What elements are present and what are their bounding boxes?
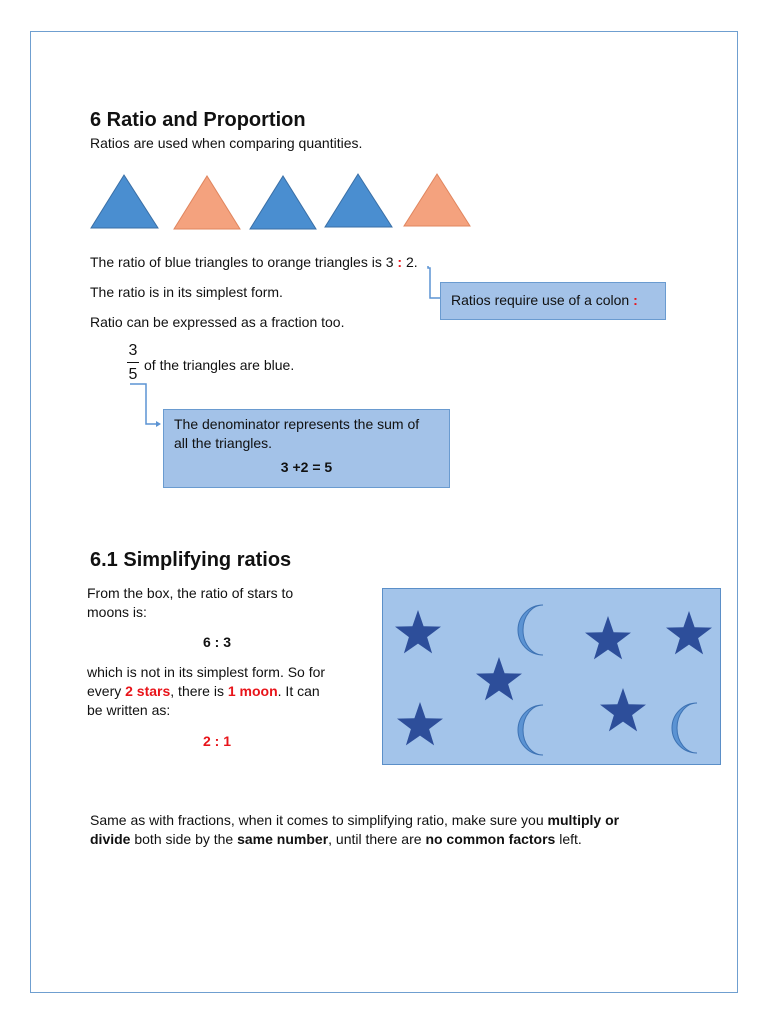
triangle-blue — [325, 174, 392, 227]
star-icon — [666, 611, 712, 654]
not-simplest-line2 — [87, 682, 320, 701]
denominator-callout-line1: The denominator represents the sum of — [174, 416, 420, 432]
ratio-sentence-suffix: 2. — [405, 254, 418, 270]
star-icon — [395, 610, 441, 653]
conclusion-bold-same-number: same number — [237, 831, 329, 847]
ratio-colon: : — [397, 254, 403, 270]
colon-callout-connector — [410, 264, 444, 304]
conclusion-part4: left. — [559, 831, 582, 847]
not-simplest-line1: which is not in its simplest form. So for — [87, 664, 326, 680]
fraction-too-text: Ratio can be expressed as a fraction too. — [90, 314, 345, 330]
conclusion-part2: both side by the — [134, 831, 234, 847]
triangle-orange — [404, 174, 470, 226]
ratio-simplified: 2 : 1 — [203, 733, 232, 749]
section-title-simplifying-ratios: 6.1 Simplifying ratios — [90, 549, 292, 571]
stars-moons-line2: moons is: — [87, 604, 147, 620]
triangle-blue — [91, 175, 158, 228]
colon-callout-mark: : — [633, 292, 638, 308]
one-moon-text: 1 moon — [227, 683, 278, 699]
intro-text: Ratios are used when comparing quantities. — [90, 135, 363, 151]
moon-icon — [672, 703, 697, 753]
fraction-numerator: 3 — [128, 342, 138, 359]
triangle-orange — [174, 176, 240, 229]
section-title-ratio-proportion: 6 Ratio and Proportion — [90, 109, 306, 131]
triangles-row — [88, 172, 478, 232]
not-simplest-line3: be written as: — [87, 702, 171, 718]
star-icon — [476, 657, 522, 700]
denominator-callout-line2: all the triangles. — [174, 435, 273, 451]
stars-moons-svg — [383, 589, 720, 764]
fraction-denominator: 5 — [128, 366, 138, 383]
colon-callout-text: Ratios require use of a colon — [451, 292, 630, 308]
conclusion-bold-divide: divide — [90, 831, 131, 847]
stars-moons-line1: From the box, the ratio of stars to — [87, 585, 294, 601]
triangle-blue — [250, 176, 316, 229]
ratio-sentence — [90, 253, 418, 272]
there-is-text: , there is — [170, 683, 224, 699]
simplest-form-text: The ratio is in its simplest form. — [90, 284, 283, 300]
denominator-callout — [163, 409, 450, 488]
star-icon — [600, 688, 646, 731]
two-stars-text: 2 stars — [125, 683, 171, 699]
moon-icon — [518, 705, 543, 755]
ratio-sentence-prefix: The ratio of blue triangles to orange triangles is 3 — [90, 254, 394, 270]
conclusion-part3: , until there are — [328, 831, 422, 847]
every-text: every — [87, 683, 122, 699]
fraction-caption: of the triangles are blue. — [144, 357, 295, 373]
stars-moons-box — [382, 588, 721, 765]
colon-callout — [440, 282, 666, 320]
ratio-unsimplified: 6 : 3 — [203, 634, 232, 650]
conclusion-part1: Same as with fractions, when it comes to simplifying ratio, make sure you — [90, 812, 544, 828]
fraction-bar — [127, 362, 139, 363]
star-icon — [585, 616, 631, 659]
conclusion-bold-multiply: multiply or — [547, 812, 620, 828]
it-can-text: . It can — [277, 683, 320, 699]
conclusion-paragraph — [90, 811, 690, 849]
conclusion-bold-no-common-factors: no common factors — [425, 831, 556, 847]
denominator-callout-connector — [128, 382, 168, 432]
moon-icon — [518, 605, 543, 655]
star-icon — [397, 702, 443, 745]
denominator-callout-sum: 3 +2 = 5 — [280, 459, 333, 475]
